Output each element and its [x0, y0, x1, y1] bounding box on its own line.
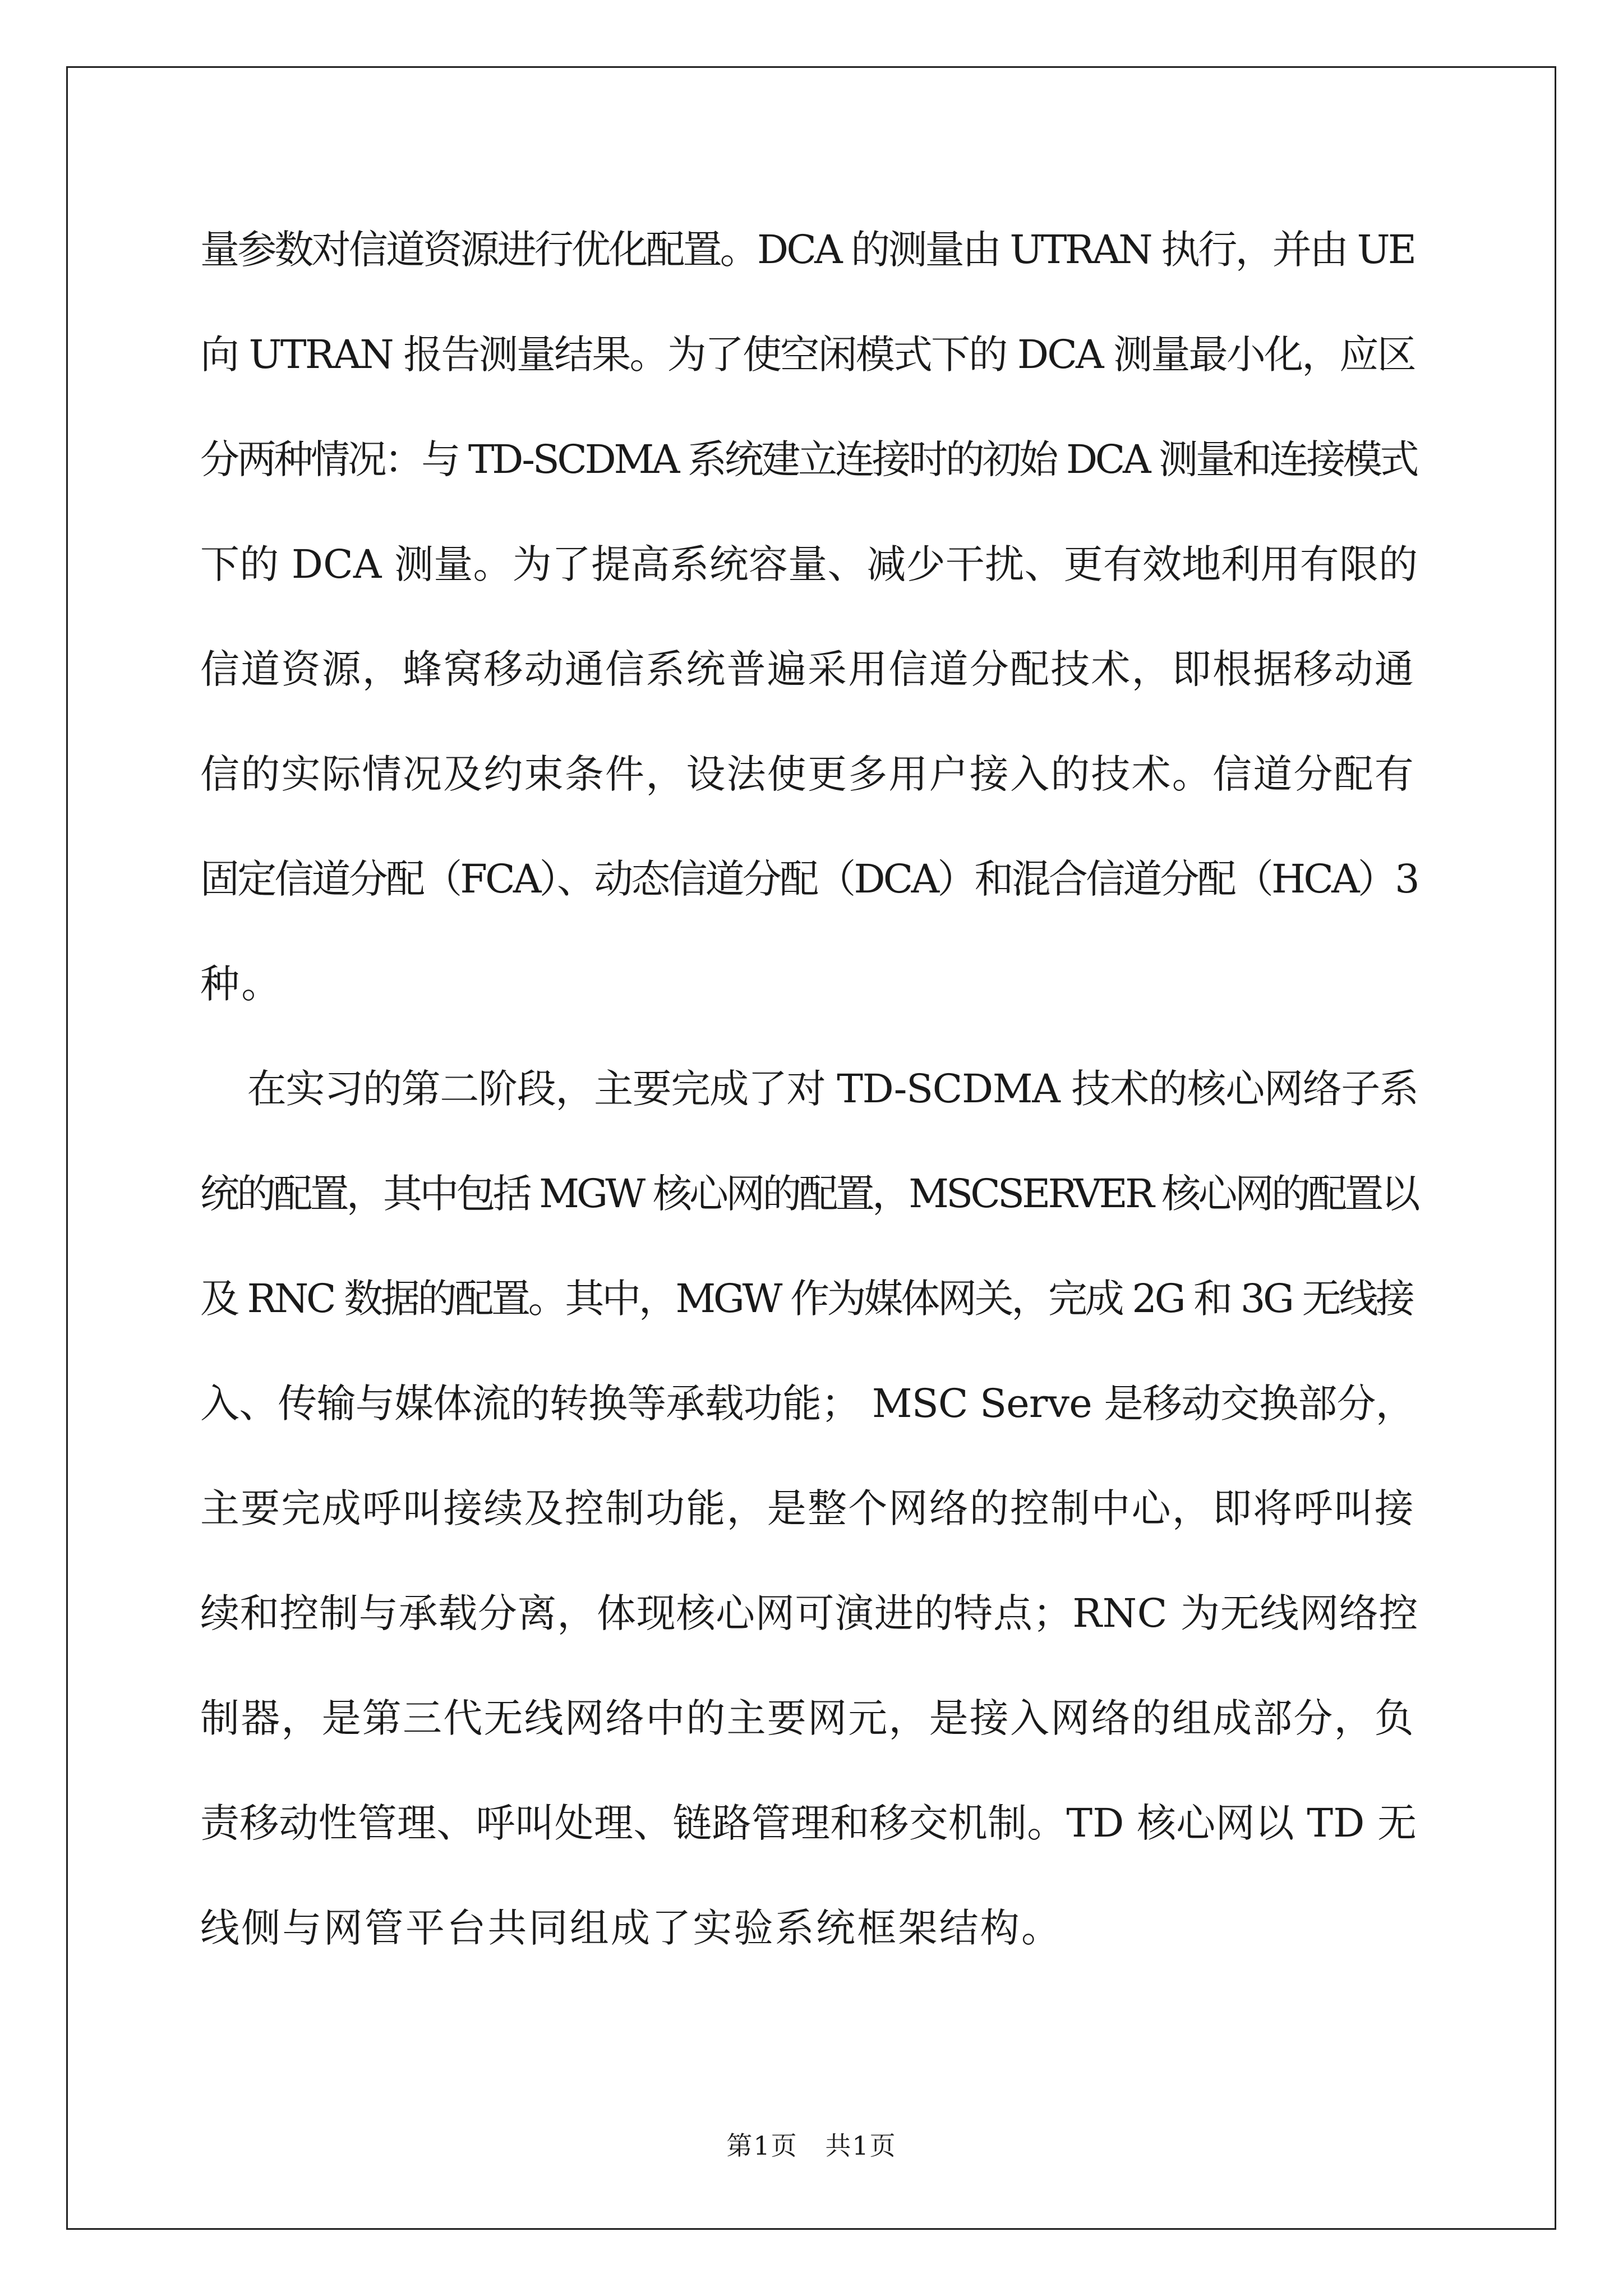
page-total: 共1页: [825, 2131, 897, 2161]
text-line: 分两种情况：与 TD-SCDMA 系统建立连接时的初始 DCA 测量和连接模式: [200, 436, 1417, 482]
text-line: 量参数对信道资源进行优化配置。DCA 的测量由 UTRAN 执行，并由 UE: [200, 227, 1415, 273]
page-footer: [0, 2129, 1623, 2162]
text-line: 信道资源，蜂窝移动通信系统普遍采用信道分配技术，即根据移动通: [200, 646, 1415, 692]
text-line: 入、传输与媒体流的转换等承载功能； MSC Serve 是移动交换部分，: [200, 1381, 1414, 1427]
text-line: 固定信道分配（FCA）、动态信道分配（DCA）和混合信道分配（HCA）3: [200, 856, 1418, 902]
text-line: 下的 DCA 测量。为了提高系统容量、减少干扰、更有效地利用有限的: [200, 541, 1418, 587]
text-line: 种。: [200, 961, 283, 1007]
text-line: 及 RNC 数据的配置。其中，MGW 作为媒体网关，完成 2G 和 3G 无线接: [200, 1276, 1413, 1322]
text-line: 责移动性管理、呼叫处理、链路管理和移交机制。TD 核心网以 TD 无: [200, 1800, 1417, 1846]
document-body: [200, 219, 1423, 2002]
text-line: 信的实际情况及约束条件，设法使更多用户接入的技术。信道分配有: [200, 751, 1415, 797]
text-line: 向 UTRAN 报告测量结果。为了使空闲模式下的 DCA 测量最小化，应区: [200, 332, 1415, 378]
page-number: 第1页: [726, 2131, 798, 2161]
text-line: 线侧与网管平台共同组成了实验系统框架结构。: [200, 1905, 1063, 1951]
text-line: 制器，是第三代无线网络中的主要网元，是接入网络的组成部分，负: [200, 1695, 1415, 1741]
text-line: 统的配置，其中包括 MGW 核心网的配置，MSCSERVER 核心网的配置以: [200, 1171, 1418, 1217]
text-line: 主要完成呼叫接续及控制功能，是整个网络的控制中心，即将呼叫接: [200, 1485, 1415, 1531]
text-line: 在实习的第二阶段，主要完成了对 TD-SCDMA 技术的核心网络子系: [200, 1066, 1418, 1112]
text-line: 续和控制与承载分离，体现核心网可演进的特点；RNC 为无线网络控: [200, 1590, 1419, 1636]
